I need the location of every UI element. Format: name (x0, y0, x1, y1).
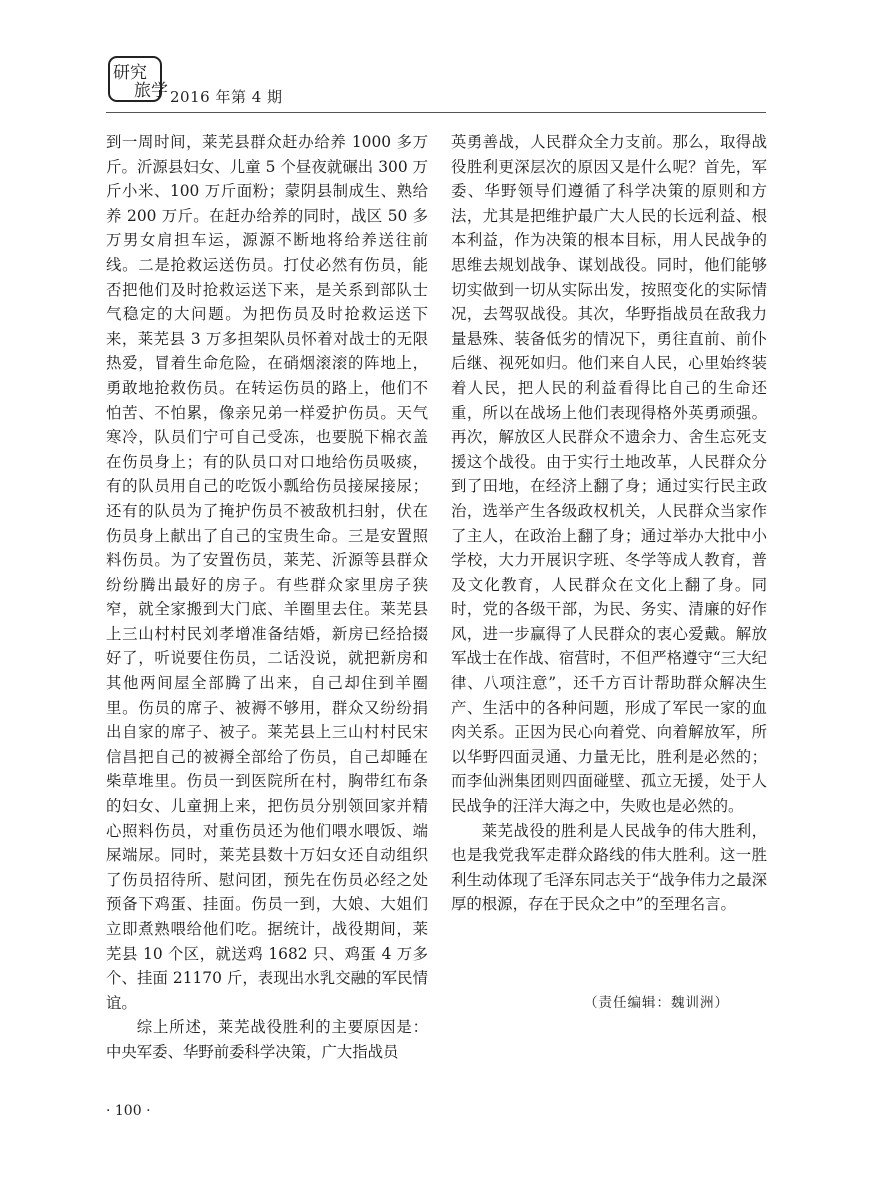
page-number: · 100 · (106, 1103, 151, 1119)
paragraph: 综上所述，莱芜战役胜利的主要原因是：中央军委、华野前委科学决策，广大指战员 (106, 1018, 428, 1061)
page-header (106, 54, 766, 114)
journal-logo (106, 54, 168, 104)
logo-char-1: 研究 (113, 63, 147, 83)
header-divider (106, 112, 766, 113)
paragraph: 英勇善战，人民群众全力支前。那么，取得战役胜利更深层次的原因又是什么呢？首先，军委、华野领导们遵循了科学决策的原则和方法，尤其是把维护最广大人民的长远利益、根本利益，作为决策的根本目标，用人民战争的思维去规划战争、谋划战役。同时，他们能够切实做到一切从实际出发，按照变化的实际情况，去驾驭战役。其次，华野指战员在敌我力量悬殊、装备低劣的情况下，勇往直前、前仆后继、视死如归。他们来自人民，心里始终装着人民，把人民的利益看得比自己的生命还重，所以在战场上他们表现得格外英勇顽强。再次，解放区人民群众不遗余力、舍生忘死支援这个战役。由于实行土地改革，人民群众分到了田地，在经济上翻了身；通过实行民主政治，选举产生各级政权机关，人民群众当家作了主人，在政治上翻了身；通过举办大批中小学校，大力开展识字班、冬学等成人教育，普及文化教育，人民群众在文化上翻了身。同时，党的各级干部，为民、务实、清廉的好作风，进一步赢得了人民群众的衷心爱戴。解放军战士在作战、宿营时，不但严格遵守“三大纪律、八项注意”，还千方百计帮助群众解决生产、生活中的各种问题，形成了军民一家的血肉关系。正因为民心向着党、向着解放军，所以华野四面灵通、力量无比，胜利是必然的；而李仙洲集团则四面碰壁、孤立无援，处于人民战争的汪洋大海之中，失败也是必然的。 (451, 133, 767, 816)
article-column-right (451, 130, 767, 917)
paragraph: 莱芜战役的胜利是人民战争的伟大胜利，也是我党我军走群众路线的伟大胜利。这一胜利生动体现了毛泽东同志关于“战争伟力之最深厚的根源，存在于民众之中”的至理名言。 (451, 821, 767, 914)
responsible-editor: （责任编辑：魏训洲） (584, 995, 729, 1011)
logo-char-2: 旅学 (134, 81, 168, 101)
issue-label: 2016 年第 4 期 (170, 88, 283, 106)
article-column-left (106, 130, 428, 1065)
paragraph: 到一周时间，莱芜县群众赶办给养 1000 多万斤。沂源县妇女、儿童 5 个昼夜就碾出 300 万斤小米、100 万斤面粉；蒙阴县制成生、熟给养 200 万斤。在赶办给养的同时，战区 50 多万男女肩担车运，源源不断地将给养送往前线。二是抢救运送伤员。打仗必然有伤员，能否把他们及时抢救运送下来，是关系到部队士气稳定的大问题。为把伤员及时抢救运送下来，莱芜县 3 万多担架队员怀着对战士的无限热爱，冒着生命危险，在硝烟滚滚的阵地上，勇敢地抢救伤员。在转运伤员的路上，他们不怕苦、不怕累，像亲兄弟一样爱护伤员。天气寒冷，队员们宁可自己受冻，也要脱下棉衣盖在伤员身上；有的队员口对口地给伤员吸痰，有的队员用自己的吃饭小瓢给伤员接屎接尿；还有的队员为了掩护伤员不被敌机扫射，伏在伤员身上献出了自己的宝贵生命。三是安置照料伤员。为了安置伤员，莱芜、沂源等县群众纷纷腾出最好的房子。有些群众家里房子狭窄，就全家搬到大门底、羊圈里去住。莱芜县上三山村村民刘孝增准备结婚，新房已经拾掇好了，听说要住伤员，二话没说，就把新房和其他两间屋全部腾了出来，自己却住到羊圈里。伤员的席子、被褥不够用，群众又纷纷捐出自家的席子、被子。莱芜县上三山村村民宋信昌把自己的被褥全部给了伤员，自己却睡在柴草堆里。伤员一到医院所在村，胸带红布条的妇女、儿童拥上来，把伤员分别领回家并精心照料伤员，对重伤员还为他们喂水喂饭、端屎端尿。同时，莱芜县数十万妇女还自动组织了伤员招待所、慰问团，预先在伤员必经之处预备下鸡蛋、挂面。伤员一到，大娘、大姐们立即煮熟喂给他们吃。据统计，战役期间，莱芜县 10 个区，就送鸡 1682 只、鸡蛋 4 万多个、挂面 21170 斤，表现出水乳交融的军民情谊。 (106, 133, 428, 1012)
